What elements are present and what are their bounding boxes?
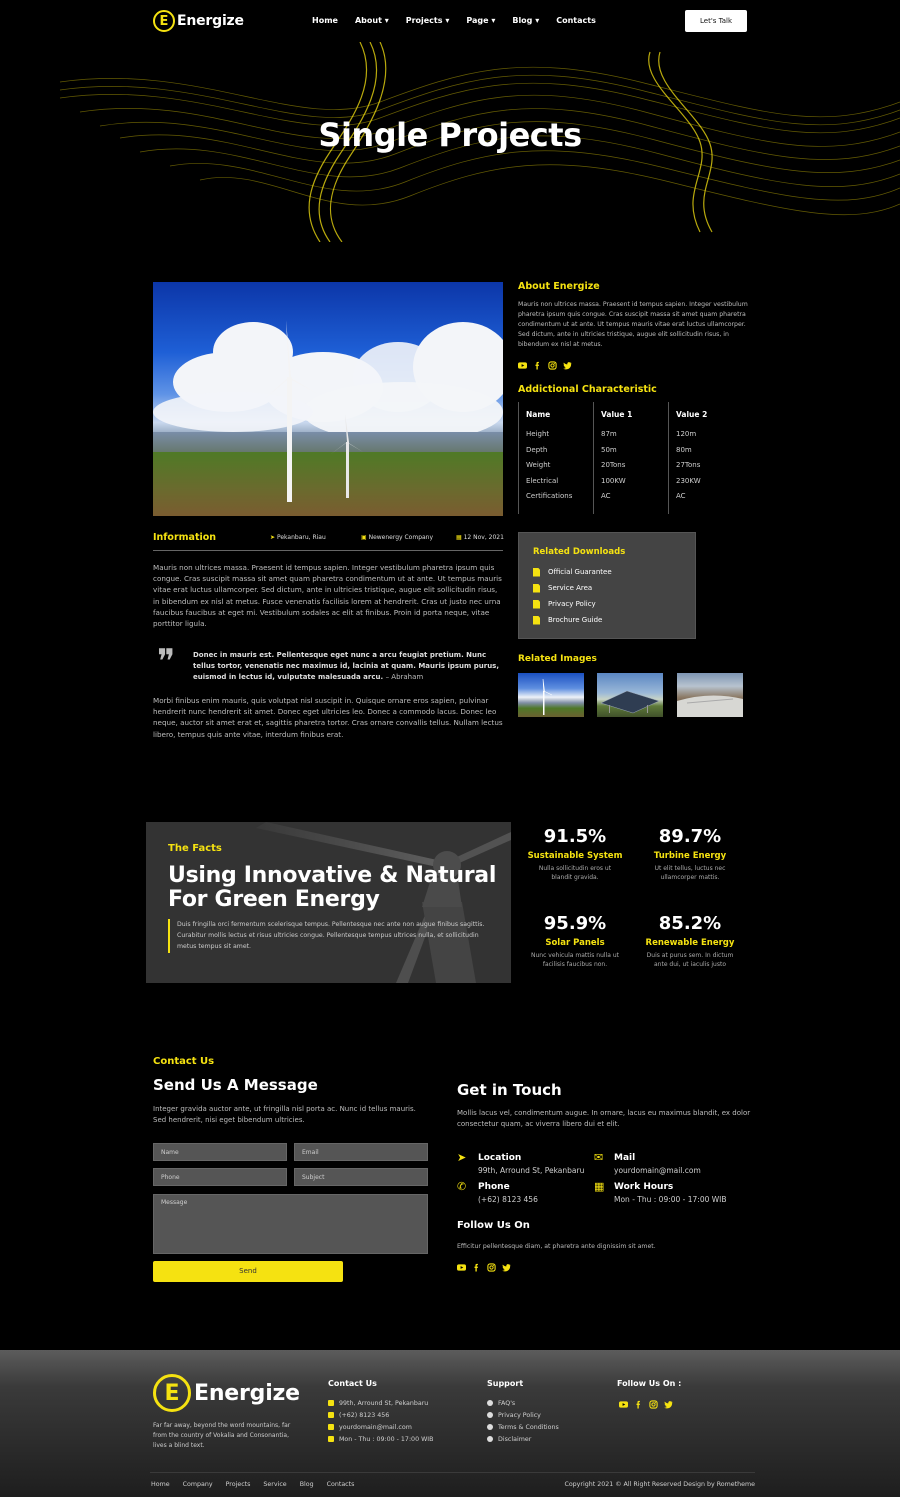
date-meta-text: 12 Nov, 2021 <box>463 534 504 541</box>
envelope-icon: ✉ <box>594 1151 604 1164</box>
cell-name: Weight <box>526 461 551 469</box>
pdf-file-icon <box>533 584 540 593</box>
related-downloads-panel <box>518 532 696 639</box>
download-item[interactable] <box>533 580 612 596</box>
company-meta <box>361 534 433 541</box>
subject-input[interactable]: Subject <box>294 1168 428 1186</box>
facts-title-line1: Using Innovative & Natural <box>168 863 497 888</box>
cell-name: Certifications <box>526 492 573 500</box>
company-meta-text: Newenergy Company <box>368 534 434 541</box>
touch-text: Mollis lacus vel, condimentum augue. In ornare, lacus eu maximus blandit, ex dolor consectetur quam, ac viverra libero dui et elit. <box>457 1109 751 1129</box>
chevron-down-icon: ▾ <box>445 16 450 25</box>
twitter-icon[interactable] <box>664 1400 673 1409</box>
characteristic-table <box>518 402 748 514</box>
table-header-value2: Value 2 <box>676 410 708 419</box>
chevron-down-icon: ▾ <box>491 16 496 25</box>
footer-contact-item <box>328 1397 433 1409</box>
follow-text: Efficitur pellentesque diam, at pharetra ante dignissim sit amet. <box>457 1243 656 1250</box>
youtube-icon[interactable] <box>619 1400 628 1409</box>
table-header-value1: Value 1 <box>601 410 633 419</box>
footer-nav-projects[interactable]: Projects <box>225 1481 251 1488</box>
footer-contact-item <box>328 1409 433 1421</box>
phone-input[interactable]: Phone <box>153 1168 287 1186</box>
logo[interactable] <box>153 10 244 32</box>
cell-value2: 27Tons <box>676 461 701 469</box>
stat-description: Duis at purus sem. In dictum ante dui, ut iaculis justo <box>646 952 734 968</box>
send-button[interactable]: Send <box>153 1261 343 1282</box>
download-label: Official Guarantee <box>548 568 612 576</box>
download-item[interactable] <box>533 612 612 628</box>
download-label: Privacy Policy <box>548 600 596 608</box>
pdf-file-icon <box>533 600 540 609</box>
stat-card <box>520 826 630 882</box>
follow-title: Follow Us On <box>457 1220 530 1231</box>
location-label: Location <box>478 1153 522 1163</box>
name-input[interactable]: Name <box>153 1143 287 1161</box>
pdf-file-icon <box>533 568 540 577</box>
footer-support-link[interactable] <box>487 1421 559 1433</box>
stat-label: Renewable Energy <box>645 938 735 948</box>
phone-icon: ✆ <box>457 1180 467 1193</box>
mail-label: Mail <box>614 1153 636 1163</box>
main-nav <box>312 16 596 25</box>
email-input[interactable]: Email <box>294 1143 428 1161</box>
info-paragraph-1: Mauris non ultrices massa. Praesent id tempus sapien. Integer vestibulum pharetra ipsum quis congue. Cras suscipit massa sit amet quam pharetra condimentum ut at ante. Ut tempus mauris vitae erat luctus ullamcorper. Sed dictum, ante in ultricies tristique, augue elit sollicitudin risus, in bibendum ex nisl at metus. Fusce venenatis facilisis lorem at hendrerit. Cras ut justo nec urna faucibus faucibus at eget mi. Vestibulum sodales ac elit at finibus. Proin id porta neque, vitae porttitor ligula. <box>153 563 502 629</box>
contact-eyebrow: Contact Us <box>153 1056 215 1067</box>
stat-card <box>635 913 745 969</box>
footer-support-link[interactable] <box>487 1397 559 1409</box>
footer-support-text: Terms & Conditions <box>498 1423 559 1431</box>
footer-nav-service[interactable]: Service <box>263 1481 287 1488</box>
header <box>0 0 900 42</box>
footer-support-text: FAQ's <box>498 1399 516 1407</box>
instagram-icon[interactable] <box>487 1263 496 1272</box>
cell-value1: 100KW <box>601 477 626 485</box>
cell-value1: AC <box>601 492 611 500</box>
stat-card <box>520 913 630 969</box>
quote-text: Donec in mauris est. Pellentesque eget nunc a arcu feugiat pretium. Nunc tellus tortor, venenatis nec maximus id, lacinia at quam. Mauris ipsum purus, euismod in lectus id, vulputate malesuada arcu. <box>193 651 500 681</box>
arrow-circle-icon <box>487 1412 493 1418</box>
footer-support-text: Privacy Policy <box>498 1411 541 1419</box>
footer-contact-title: Contact Us <box>328 1379 377 1388</box>
facts-title-line2: For Green Energy <box>168 887 380 912</box>
info-quote <box>193 650 503 683</box>
nav-page[interactable] <box>466 16 495 25</box>
footer-support-title: Support <box>487 1379 524 1388</box>
calendar-icon: ▦ <box>594 1180 605 1193</box>
nav-projects-label: Projects <box>405 16 443 25</box>
calendar-icon: ▦ <box>456 534 462 541</box>
footer-about: Far far away, beyond the word mountains, far from the country of Vokalia and Consonantia, lives a blind text. <box>153 1422 291 1449</box>
facebook-icon[interactable] <box>472 1263 481 1272</box>
location-meta <box>270 534 326 541</box>
footer-logo-mark: E <box>153 1374 191 1412</box>
footer <box>0 1350 900 1497</box>
related-image-2[interactable] <box>597 673 663 717</box>
footer-contact-item <box>328 1433 433 1445</box>
footer-divider <box>150 1472 755 1473</box>
phone-value[interactable]: (+62) 8123 456 <box>478 1195 538 1204</box>
facts-eyebrow: The Facts <box>168 843 222 854</box>
youtube-icon[interactable] <box>518 361 527 370</box>
page-title: Single Projects <box>318 116 582 154</box>
chevron-down-icon: ▾ <box>535 16 540 25</box>
nav-blog[interactable] <box>512 16 539 25</box>
footer-support-text: Disclaimer <box>498 1435 532 1443</box>
footer-support-list <box>487 1397 559 1445</box>
send-icon: ➤ <box>270 534 276 541</box>
location-meta-text: Pekanbaru, Riau <box>276 534 326 541</box>
cell-name: Depth <box>526 446 548 454</box>
information-title: Information <box>153 532 217 543</box>
footer-contact-text: 99th, Arround St, Pekanbaru <box>339 1399 429 1407</box>
facts-text: Duis fringilla orci fermentum scelerisque tempus. Pellentesque nec ante non augue finibus sagittis. Curabitur mollis lectus et risus ultricies congue. Pellentesque tempus ultrices nulla, et sollicitudin metus tempus sit amet. <box>177 921 485 950</box>
info-meta <box>270 533 506 543</box>
about-title: About Energize <box>518 281 600 292</box>
info-divider <box>153 550 503 551</box>
stat-number: 85.2% <box>658 913 722 934</box>
nav-about[interactable] <box>355 16 389 25</box>
hours-value: Mon - Thu : 09:00 - 17:00 WIB <box>614 1195 727 1204</box>
phone-icon <box>328 1412 334 1418</box>
arrow-circle-icon <box>487 1400 493 1406</box>
cell-name: Height <box>526 430 550 438</box>
nav-page-label: Page <box>466 16 489 25</box>
related-images-title: Related Images <box>518 654 597 664</box>
youtube-icon[interactable] <box>457 1263 466 1272</box>
footer-contact-list <box>328 1397 433 1445</box>
stat-label: Sustainable System <box>527 851 623 861</box>
cell-name: Electrical <box>526 477 559 485</box>
cell-value2: 120m <box>676 430 697 438</box>
hours-label: Work Hours <box>614 1182 674 1192</box>
facebook-icon[interactable] <box>634 1400 643 1409</box>
twitter-icon[interactable] <box>502 1263 511 1272</box>
mail-value[interactable]: yourdomain@mail.com <box>614 1166 701 1175</box>
project-image <box>153 282 503 516</box>
footer-nav-home[interactable]: Home <box>151 1481 170 1488</box>
contact-text: Integer gravida auctor ante, ut fringilla nisl porta ac. Nunc id tellus mauris. Sed hendrerit, nisi eget bibendum ultricies. <box>153 1105 416 1125</box>
quote-author: – Abraham <box>385 673 424 681</box>
footer-contact-item <box>328 1421 433 1433</box>
footer-logo-text: Energize <box>194 1380 300 1406</box>
info-paragraph-2: Morbi finibus enim mauris, quis volutpat nisl suscipit in. Quisque ornare eros sapien, pulvinar hendrerit nunc hendrerit sit amet. Donec eget ultricies leo. Donec a commodo lacus. Donec leo neque, auctor sit amet erat et, sagittis pharetra tortor. Cras ornare convallis tellus. Nullam lectus libero, tempus quis ante vitae, interdum finibus erat. <box>153 696 503 739</box>
stat-description: Ut elit tellus, luctus nec ullamcorper mattis. <box>654 865 726 881</box>
phone-label: Phone <box>478 1182 510 1192</box>
nav-projects[interactable] <box>406 16 450 25</box>
arrow-circle-icon <box>487 1436 493 1442</box>
footer-follow-title: Follow Us On : <box>617 1379 682 1388</box>
nav-contacts[interactable]: Contacts <box>556 16 596 25</box>
message-textarea[interactable]: Message <box>153 1194 428 1254</box>
follow-social-links <box>457 1263 511 1272</box>
cell-value2: 80m <box>676 446 692 454</box>
instagram-icon[interactable] <box>649 1400 658 1409</box>
footer-contact-text: (+62) 8123 456 <box>339 1411 390 1419</box>
logo-text: Energize <box>177 13 244 29</box>
stat-number: 89.7% <box>658 826 722 847</box>
facts-accent-bar <box>168 919 170 953</box>
contact-title: Send Us A Message <box>153 1076 318 1094</box>
download-item[interactable] <box>533 564 612 580</box>
about-text: Mauris non ultrices massa. Praesent id tempus sapien. Integer vestibulum pharetra ipsum quis congue. Cras suscipit massa sit amet quam pharetra condimentum ut at ante. Ut tempus mauris vitae erat luctus ullamcorper. Sed dictum, ante in ultricies tristique, augue elit sollicitudin risus, in bibendum ex nisl at metus. <box>518 301 748 348</box>
table-header-name: Name <box>526 410 551 419</box>
footer-nav-company[interactable]: Company <box>182 1481 213 1488</box>
footer-contact-text: Mon - Thu : 09:00 - 17:00 WIB <box>339 1435 434 1443</box>
copyright: Copyright 2021 © All Right Reserved Design by Rometheme <box>564 1481 755 1488</box>
footer-support-link[interactable] <box>487 1409 559 1421</box>
stat-label: Turbine Energy <box>653 851 727 861</box>
envelope-icon <box>328 1424 334 1430</box>
downloads-title: Related Downloads <box>533 547 626 557</box>
pdf-file-icon <box>533 616 540 625</box>
arrow-circle-icon <box>487 1424 493 1430</box>
footer-contact-text: yourdomain@mail.com <box>339 1423 412 1431</box>
stat-number: 91.5% <box>543 826 607 847</box>
downloads-list <box>533 564 612 628</box>
date-meta <box>456 534 504 541</box>
footer-social-links <box>619 1400 673 1409</box>
footer-support-link[interactable] <box>487 1433 559 1445</box>
paper-plane-icon: ➤ <box>457 1151 467 1164</box>
lets-talk-button[interactable]: Let's Talk <box>685 10 747 32</box>
stat-number: 95.9% <box>543 913 607 934</box>
download-item[interactable] <box>533 596 612 612</box>
building-icon: ▣ <box>361 534 367 541</box>
footer-nav-contacts[interactable]: Contacts <box>326 1481 355 1488</box>
hero <box>0 42 900 242</box>
stat-description: Nulla sollicitudin eros ut blandit gravida. <box>538 865 612 881</box>
location-value: 99th, Arround St, Pekanbaru <box>478 1166 585 1175</box>
stat-label: Solar Panels <box>545 938 605 948</box>
related-image-1[interactable] <box>518 673 584 717</box>
cell-value1: 20Tons <box>601 461 626 469</box>
footer-bottom-nav <box>151 1481 354 1488</box>
instagram-icon[interactable] <box>548 361 557 370</box>
touch-title: Get in Touch <box>457 1081 562 1099</box>
cell-value2: AC <box>676 492 686 500</box>
facts-title <box>168 864 498 912</box>
about-social-links <box>518 361 572 370</box>
calendar-icon <box>328 1436 334 1442</box>
cell-value2: 230KW <box>676 477 701 485</box>
twitter-icon[interactable] <box>563 361 572 370</box>
facts-panel <box>146 822 511 983</box>
characteristic-title: Addictional Characteristic <box>518 384 657 395</box>
related-image-3[interactable] <box>677 673 743 717</box>
logo-mark: E <box>153 10 175 32</box>
nav-home[interactable]: Home <box>312 16 338 25</box>
footer-logo[interactable] <box>153 1374 300 1412</box>
stat-card <box>635 826 745 882</box>
wind-turbine-illustration <box>153 282 503 516</box>
download-label: Service Area <box>548 584 593 592</box>
cell-value1: 87m <box>601 430 617 438</box>
facebook-icon[interactable] <box>533 361 542 370</box>
nav-blog-label: Blog <box>512 16 533 25</box>
nav-about-label: About <box>354 16 382 25</box>
chevron-down-icon: ▾ <box>384 16 389 25</box>
quote-icon: ❞ <box>157 642 176 682</box>
footer-nav-blog[interactable]: Blog <box>299 1481 314 1488</box>
cell-value1: 50m <box>601 446 617 454</box>
download-label: Brochure Guide <box>548 616 603 624</box>
paper-plane-icon <box>328 1400 334 1406</box>
stat-description: Nunc vehicula mattis nulla ut facilisis faucibus non. <box>531 952 619 968</box>
